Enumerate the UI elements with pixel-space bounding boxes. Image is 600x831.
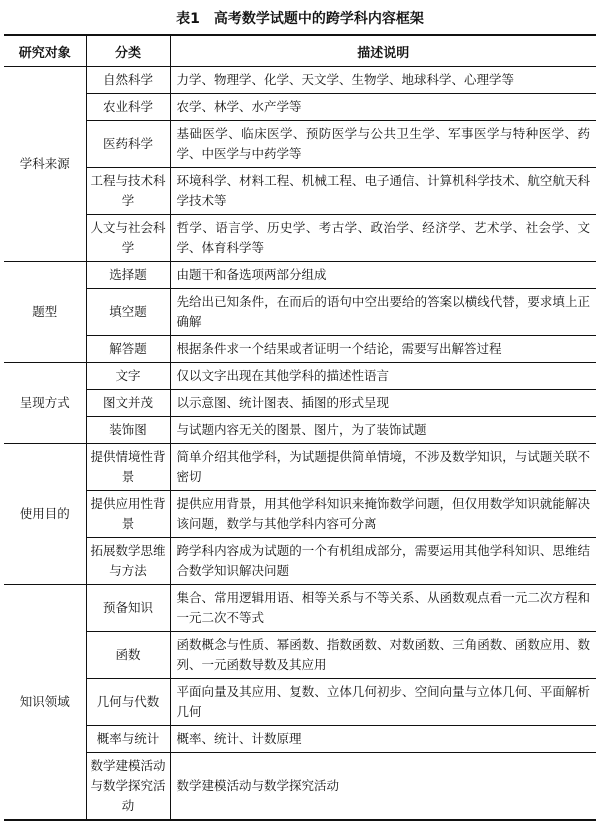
subcategory-cell: 几何与代数 [86,679,170,726]
subcategory-cell: 函数 [86,632,170,679]
description-cell: 环境科学、材料工程、机械工程、电子通信、计算机科学技术、航空航天科学技术等 [170,168,596,215]
description-cell: 简单介绍其他学科，为试题提供简单情境，不涉及数学知识，与试题关联不密切 [170,444,596,491]
table-row [4,168,596,215]
subcategory-cell: 概率与统计 [86,726,170,753]
subcategory-cell: 数学建模活动与数学探究活动 [86,753,170,821]
category-cell: 学科来源 [4,67,86,262]
table-row [4,726,596,753]
subcategory-cell: 自然科学 [86,67,170,94]
table-row [4,215,596,262]
table-row [4,538,596,585]
table-row [4,632,596,679]
subcategory-cell: 预备知识 [86,585,170,632]
description-cell: 与试题内容无关的图景、图片，为了装饰试题 [170,417,596,444]
table-row [4,363,596,390]
header-row [4,35,596,67]
description-cell: 力学、物理学、化学、天文学、生物学、地球科学、心理学等 [170,67,596,94]
header-classification: 分类 [86,35,170,67]
description-cell: 函数概念与性质、幂函数、指数函数、对数函数、三角函数、函数应用、数列、一元函数导数及其应用 [170,632,596,679]
table-row [4,121,596,168]
subcategory-cell: 解答题 [86,336,170,363]
description-cell: 以示意图、统计图表、插图的形式呈现 [170,390,596,417]
subcategory-cell: 图文并茂 [86,390,170,417]
subcategory-cell: 选择题 [86,262,170,289]
subcategory-cell: 装饰图 [86,417,170,444]
subcategory-cell: 农业科学 [86,94,170,121]
table-row [4,753,596,821]
table-row [4,289,596,336]
subcategory-cell: 人文与社会科学 [86,215,170,262]
subcategory-cell: 提供情境性背景 [86,444,170,491]
description-cell: 平面向量及其应用、复数、立体几何初步、空间向量与立体几何、平面解析几何 [170,679,596,726]
subcategory-cell: 拓展数学思维与方法 [86,538,170,585]
subcategory-cell: 文字 [86,363,170,390]
description-cell: 仅以文字出现在其他学科的描述性语言 [170,363,596,390]
table-row [4,417,596,444]
description-cell: 基础医学、临床医学、预防医学与公共卫生学、军事医学与特种医学、药学、中医学与中药学等 [170,121,596,168]
category-cell: 使用目的 [4,444,86,585]
header-research-object: 研究对象 [4,35,86,67]
description-cell: 先给出已知条件，在而后的语句中空出要给的答案以横线代替，要求填上正确解 [170,289,596,336]
description-cell: 农学、林学、水产学等 [170,94,596,121]
table-caption [0,4,600,34]
table-row [4,67,596,94]
description-cell: 数学建模活动与数学探究活动 [170,753,596,821]
description-cell: 跨学科内容成为试题的一个有机组成部分，需要运用其他学科知识、思维结合数学知识解决问题 [170,538,596,585]
table-row [4,585,596,632]
description-cell: 集合、常用逻辑用语、相等关系与不等关系、从函数观点看一元二次方程和一元二次不等式 [170,585,596,632]
table-row [4,444,596,491]
header-description: 描述说明 [170,35,596,67]
table-row [4,679,596,726]
framework-table [4,34,596,821]
category-cell: 题型 [4,262,86,363]
description-cell: 提供应用背景，用其他学科知识来掩饰数学问题，但仅用数学知识就能解决该问题，数学与其他学科内容可分离 [170,491,596,538]
subcategory-cell: 提供应用性背景 [86,491,170,538]
subcategory-cell: 填空题 [86,289,170,336]
subcategory-cell: 医药科学 [86,121,170,168]
table-row [4,390,596,417]
table-row [4,336,596,363]
category-cell: 知识领域 [4,585,86,821]
description-cell: 概率、统计、计数原理 [170,726,596,753]
description-cell: 由题干和备选项两部分组成 [170,262,596,289]
table-title: 高考数学试题中的跨学科内容框架 [213,11,424,27]
category-cell: 呈现方式 [4,363,86,444]
table-row [4,94,596,121]
table-number: 表1 [176,11,200,27]
table-row [4,262,596,289]
description-cell: 根据条件求一个结果或者证明一个结论，需要写出解答过程 [170,336,596,363]
description-cell: 哲学、语言学、历史学、考古学、政治学、经济学、艺术学、社会学、文学、体育科学等 [170,215,596,262]
table-row [4,491,596,538]
subcategory-cell: 工程与技术科学 [86,168,170,215]
